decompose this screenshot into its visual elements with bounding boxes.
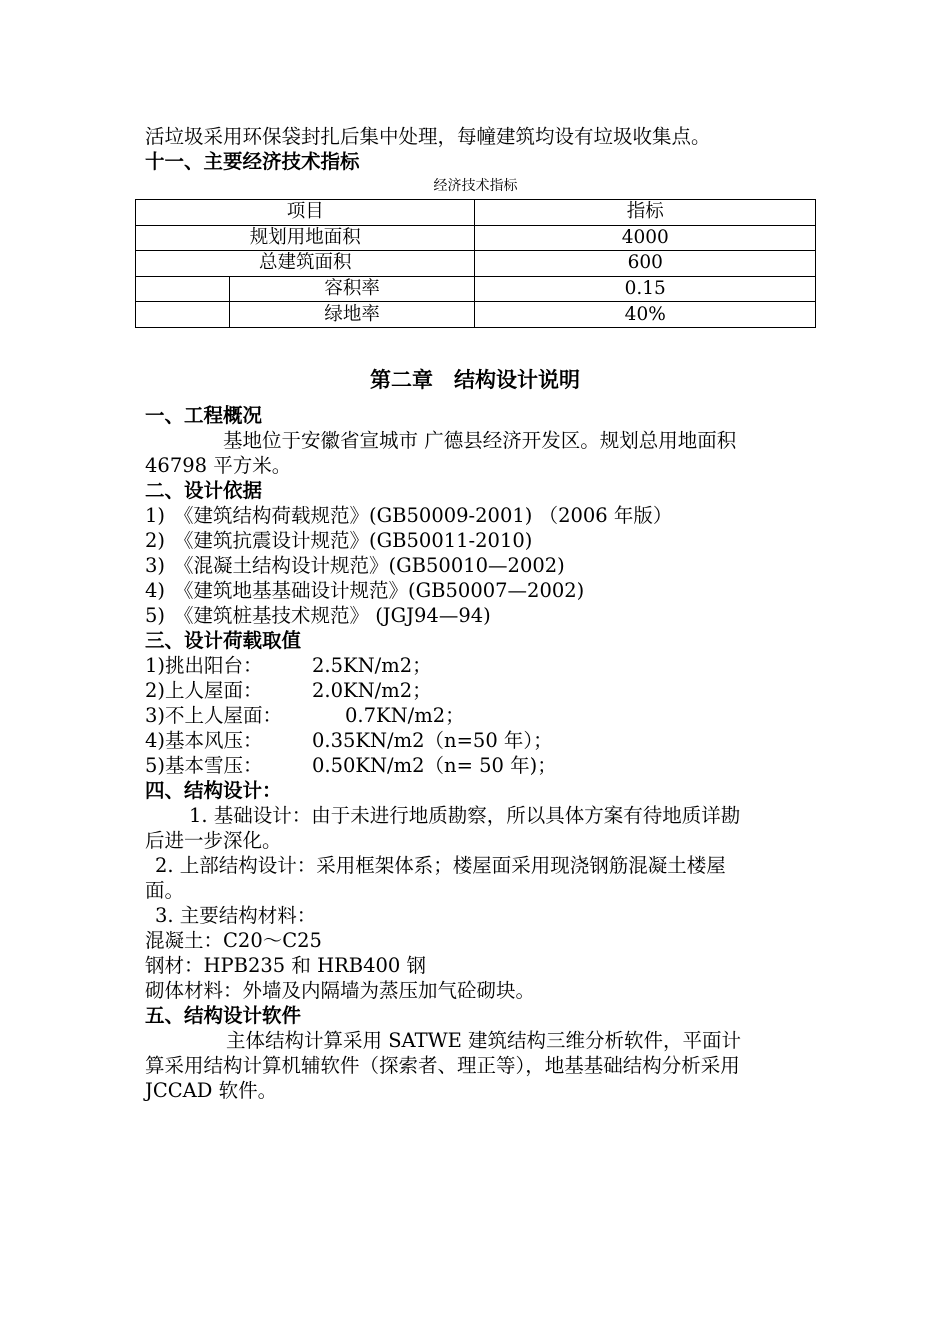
superstructure-line-1: 2. 上部结构设计：采用框架体系；楼屋面采用现浇钢筋混凝土楼屋 bbox=[155, 854, 726, 877]
list-item bbox=[145, 603, 491, 628]
load-label: 4)基本风压： bbox=[145, 729, 263, 752]
foundation-line-2: 后进一步深化。 bbox=[145, 829, 282, 852]
list-item bbox=[145, 528, 532, 553]
section-heading-loads: 三、设计荷载取值 bbox=[145, 629, 302, 652]
table-header-item: 项目 bbox=[136, 200, 475, 226]
table-cell-value: 0.15 bbox=[475, 276, 816, 302]
load-label: 2)上人屋面： bbox=[145, 679, 263, 702]
list-item bbox=[145, 753, 557, 778]
list-item bbox=[145, 678, 432, 703]
table-cell-label: 总建筑面积 bbox=[136, 251, 475, 277]
steel-line: 钢材：HPB235 和 HRB400 钢 bbox=[145, 954, 427, 977]
list-item bbox=[145, 728, 553, 753]
load-value: 0.7KN/m2； bbox=[345, 704, 465, 727]
list-item-number: 5) bbox=[145, 604, 166, 627]
software-line-2: 算采用结构计算机辅软件（探索者、理正等），地基基础结构分析采用 bbox=[145, 1054, 740, 1077]
list-item-text: 《建筑地基基础设计规范》(GB50007—2002) bbox=[174, 579, 585, 602]
overview-line-1: 基地位于安徽省宣城市 广德县经济开发区。规划总用地面积 bbox=[223, 429, 737, 452]
list-item-number: 3) bbox=[145, 554, 166, 577]
table-cell-value: 4000 bbox=[475, 225, 816, 251]
section-heading-software: 五、结构设计软件 bbox=[145, 1004, 302, 1027]
load-value: 2.5KN/m2； bbox=[312, 654, 432, 677]
foundation-line-1: 1. 基础设计：由于未进行地质勘察，所以具体方案有待地质详勘 bbox=[189, 804, 741, 827]
overview-line-2: 46798 平方米。 bbox=[145, 454, 292, 477]
load-value: 2.0KN/m2； bbox=[312, 679, 432, 702]
list-item bbox=[145, 578, 584, 603]
list-item-text: 《建筑抗震设计规范》(GB50011-2010) bbox=[174, 529, 533, 552]
table-cell-blank bbox=[136, 302, 230, 328]
list-item-number: 1) bbox=[145, 504, 166, 527]
list-item-text: 《建筑桩基技术规范》 (JGJ94—94) bbox=[174, 604, 491, 627]
table-row bbox=[136, 251, 816, 277]
section-heading-overview: 一、工程概况 bbox=[145, 404, 263, 427]
table-cell-blank bbox=[136, 276, 230, 302]
software-line-1: 主体结构计算采用 SATWE 建筑结构三维分析软件，平面计 bbox=[226, 1029, 742, 1052]
list-item bbox=[145, 703, 465, 728]
load-label: 1)挑出阳台： bbox=[145, 654, 263, 677]
table-header-value: 指标 bbox=[475, 200, 816, 226]
section-heading-basis: 二、设计依据 bbox=[145, 479, 263, 502]
table-cell-label: 容积率 bbox=[229, 276, 475, 302]
superstructure-line-2: 面。 bbox=[145, 879, 185, 902]
load-label: 5)基本雪压： bbox=[145, 754, 263, 777]
table-row bbox=[136, 225, 816, 251]
section-heading-structure: 四、结构设计： bbox=[145, 779, 282, 802]
chapter-title: 第二章 结构设计说明 bbox=[370, 368, 580, 392]
section-heading-economic: 十一、主要经济技术指标 bbox=[145, 150, 360, 173]
intro-line: 活垃圾采用环保袋封扎后集中处理，每幢建筑均设有垃圾收集点。 bbox=[145, 125, 711, 148]
masonry-line: 砌体材料：外墙及内隔墙为蒸压加气砼砌块。 bbox=[145, 979, 536, 1002]
materials-heading: 3. 主要结构材料： bbox=[155, 904, 317, 927]
load-label: 3)不上人屋面： bbox=[145, 704, 283, 727]
load-value: 0.50KN/m2（n= 50 年)； bbox=[312, 754, 557, 777]
table-cell-label: 规划用地面积 bbox=[136, 225, 475, 251]
load-value: 0.35KN/m2（n=50 年）； bbox=[312, 729, 553, 752]
table-header-row bbox=[136, 200, 816, 226]
concrete-line: 混凝土：C20～C25 bbox=[145, 929, 322, 952]
list-item bbox=[145, 503, 672, 528]
list-item-number: 4) bbox=[145, 579, 166, 602]
table-row bbox=[136, 276, 816, 302]
table-cell-value: 600 bbox=[475, 251, 816, 277]
list-item-text: 《混凝土结构设计规范》(GB50010—2002) bbox=[174, 554, 565, 577]
economic-indicators-table bbox=[135, 199, 816, 328]
software-line-3: JCCAD 软件。 bbox=[145, 1079, 278, 1102]
list-item bbox=[145, 553, 565, 578]
list-item bbox=[145, 653, 432, 678]
list-item-number: 2) bbox=[145, 529, 166, 552]
table-cell-value: 40% bbox=[475, 302, 816, 328]
table-caption: 经济技术指标 bbox=[433, 178, 518, 194]
table-row bbox=[136, 302, 816, 328]
table-cell-label: 绿地率 bbox=[229, 302, 475, 328]
list-item-text: 《建筑结构荷载规范》(GB50009-2001) （2006 年版） bbox=[174, 504, 673, 527]
